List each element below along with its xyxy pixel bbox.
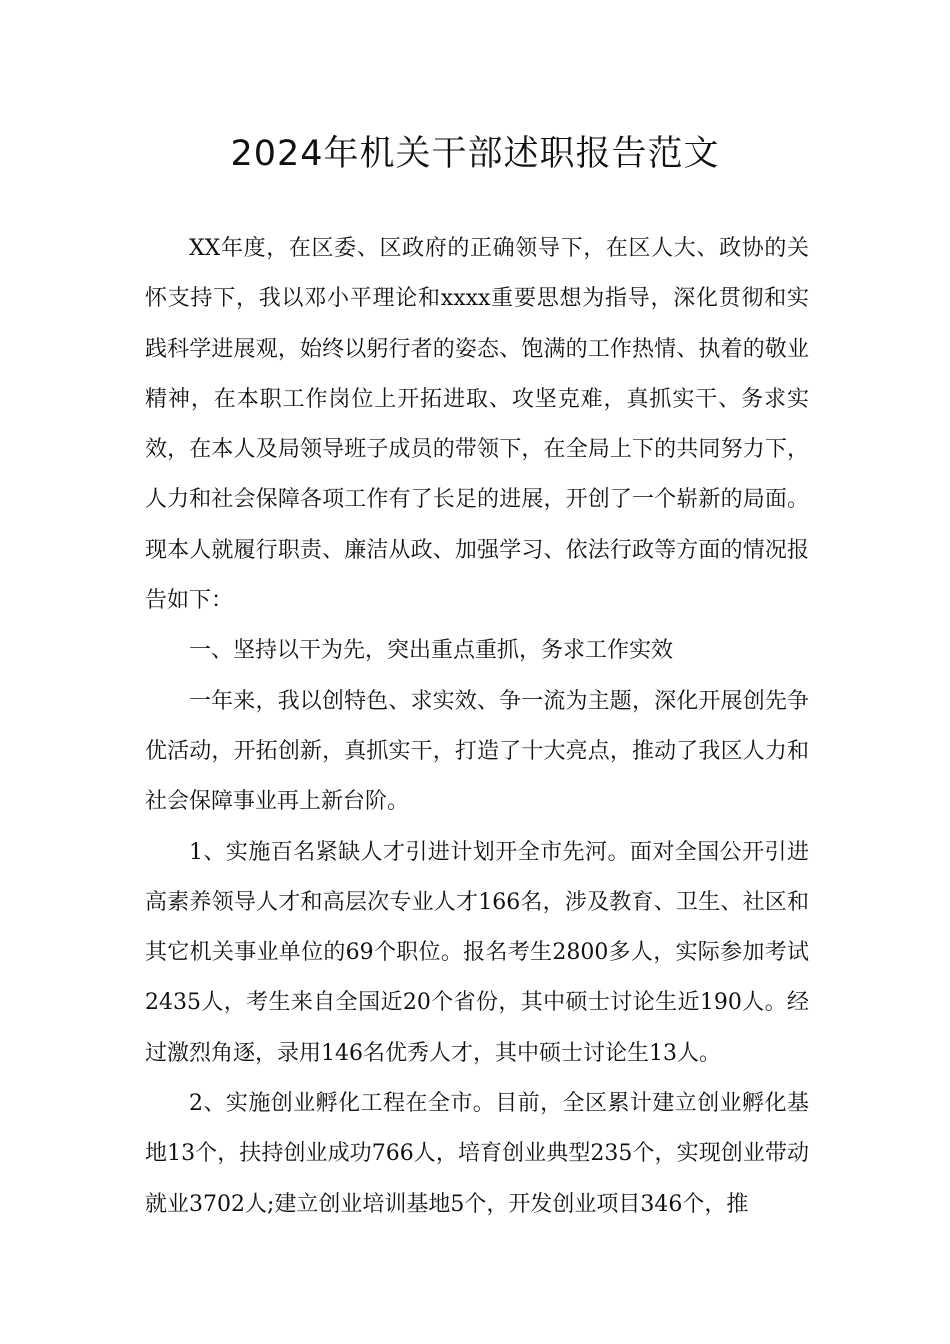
document-title: 2024年机关干部述职报告范文 (230, 134, 720, 174)
paragraph-intro: XX年度，在区委、区政府的正确领导下，在区人大、政协的关怀支持下，我以邓小平理论和xxxx重要思想为指导，深化贯彻和实践科学进展观，始终以躬行者的姿态、饱满的工作热情、执着的敬业精神，在本职工作岗位上开拓进取、攻坚克难，真抓实干、务求实效，在本人及局领导班子成员的带领下，在全局上下的共同努力下，人力和社会保障各项工作有了长足的进展，开创了一个崭新的局面。现本人就履行职责、廉洁从政、加强学习、依法行政等方面的情况报告如下： (145, 236, 809, 614)
document-body (145, 224, 809, 1230)
paragraph-item-1: 1、实施百名紧缺人才引进计划开全市先河。面对全国公开引进高素养领导人才和高层次专业人才166名，涉及教育、卫生、社区和其它机关事业单位的69个职位。报名考生2800多人，实际参加考试2435人，考生来自全国近20个省份，其中硕士讨论生近190人。经过激烈角逐，录用146名优秀人才，其中硕士讨论生13人。 (145, 839, 809, 1066)
paragraph-overview: 一年来，我以创特色、求实效、争一流为主题，深化开展创先争优活动，开拓创新，真抓实干，打造了十大亮点，推动了我区人力和社会保障事业再上新台阶。 (145, 688, 809, 815)
paragraph-section-heading: 一、坚持以干为先，突出重点重抓，务求工作实效 (189, 638, 674, 664)
paragraph-item-2: 2、实施创业孵化工程在全市。目前，全区累计建立创业孵化基地13个，扶持创业成功766人，培育创业典型235个，实现创业带动就业3702人;建立创业培训基地5个，开发创业项目346个，推 (145, 1091, 809, 1217)
